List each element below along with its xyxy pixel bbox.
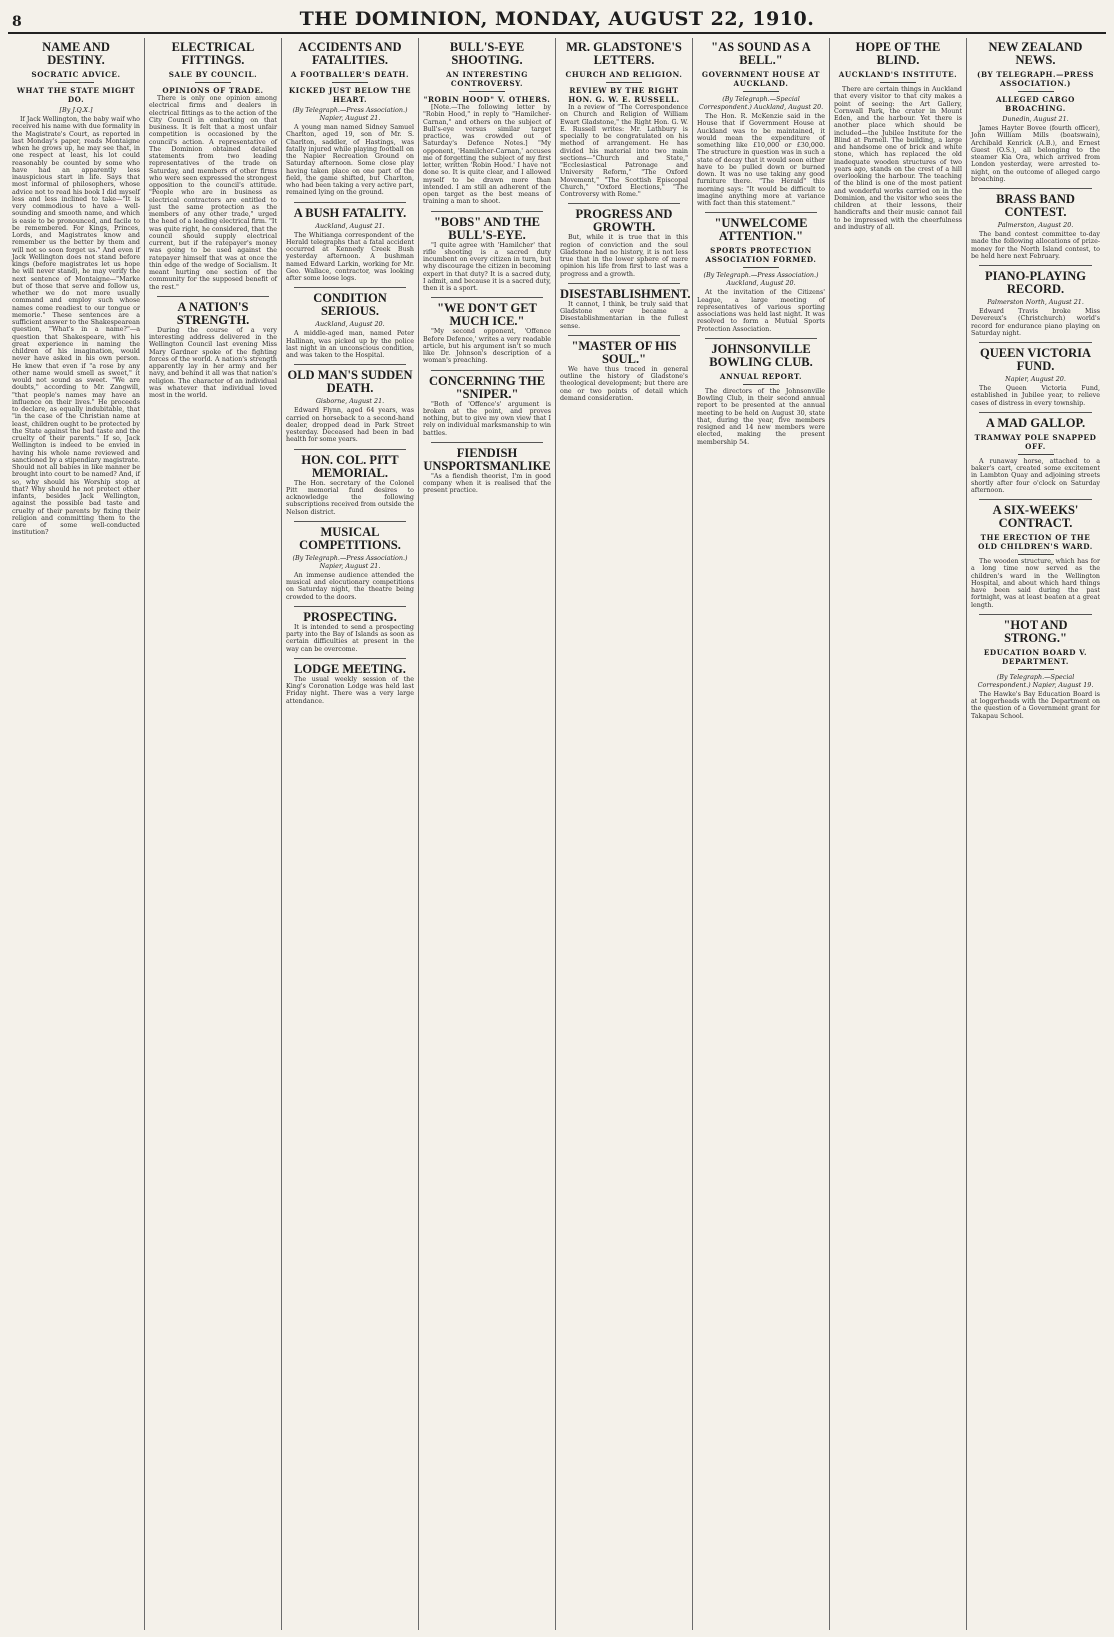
- article-headline: A NATION'S STRENGTH.: [176, 299, 250, 327]
- article-body: [Note.—The following letter by "Robin Hood," in reply to "Hamilcher-Carnan," and others on the subject of Bull's-eye versus similar target practice, was crowded out of Saturday's Defence Notes.] "My opponent, 'Hamilcher-Carnan,' accuses me of forgetting the subject of my first letter, written 'Robin Hood.' I have not done so. It is quite clear, and I allowed myself to be drawn more than intended. I am still an adherent of the open target as the best means of training a man to shoot.: [423, 104, 551, 206]
- article-divider: [294, 202, 406, 203]
- article: [286, 287, 414, 359]
- rule: [743, 384, 779, 385]
- article-headline: ACCIDENTS AND FATALITIES.: [298, 40, 402, 67]
- article-headline: QUEEN VICTORIA FUND.: [979, 346, 1092, 373]
- article: [286, 658, 414, 705]
- article-body: The usual weekly session of the King's Coronation Lodge was held last Friday night. There was a very large attendance.: [286, 675, 414, 705]
- article-subhead: AUCKLAND'S INSTITUTE.: [838, 70, 958, 79]
- rule: [469, 91, 505, 92]
- article-divider: [294, 606, 406, 607]
- article-body: If Jack Wellington, the baby waif who received his name with due formality in the Magistrate's Court, as reported in last Monday's paper, reads Montaigne when he grows up, he may see that, in one respect at least, his lot could reasonably be counted by some who have had an apparently less inauspicious start in life. Says that most informal of philosophers, whose advice not to read his book I did myself less and less inclined to take—"It is very commodious to have a well-sounding and smooth name, and which is easie to be pronounced, and facile to be remembered. For Kings, Princes, Lords, and Magistrates know and remember us the better by them and will not so soon forget us." And even if Jack Wellington does not stand before kings (before magistrates let us hope he will never stand), he may verify the next sentence of Montaigne—"Marke but of those that serve and follow us, whether we do not more usually command and employ such whose names come readiest to our tongue or memorie." These sentences are a sufficient answer to the Shakespearean question, "What's in a name?"—a question that Shakespeare, with his great experience in naming the children of his imagination, would never have asked in his own person. He knew that even if "a rose by any other name would smell as sweet," it would not sound as sweet. "We are doubts," according to Mr. Zangwill, "that people's names may have an influence on their lives." He proceeds to declare, as equally indubitable, that "in the case of the Christian name at least, children ought to be protected by the State against the bad taste and the cruelty of their parents." If so, Jack Wellington is indeed to be envied in having his whole name reviewed and sanctioned by a stipendiary magistrate. Should not all babies in like manner be brought into court to be named? And, if so, why should his Worship stop at that? Why should he not protect other infants, besides Jack Wellington, against the possible bad taste and cruelty of their parents by fixing their religion and committing them to the care of some well-conducted institution?: [12, 116, 140, 537]
- column-4: [419, 38, 556, 1630]
- article-subhead: (BY TELEGRAPH.—PRESS ASSOCIATION.): [977, 70, 1094, 88]
- article-divider: [979, 188, 1092, 189]
- article-body: The Whitianga correspondent of the Herald telegraphs that a fatal accident occurred at Kennedy Creek Bush yesterday afternoon. A bushman named Edward Larkin, working for Mr. Geo. Wallace, contractor, was looking after some loose logs.: [286, 231, 414, 282]
- article-headline: PROSPECTING.: [303, 609, 397, 624]
- article-headline: "MASTER OF HIS SOUL.": [571, 338, 677, 366]
- article-headline: "HOT AND STRONG.": [1003, 617, 1068, 645]
- article-dateline: Napier, August 20.: [1005, 375, 1066, 383]
- article-headline: OLD MAN'S SUDDEN DEATH.: [287, 368, 413, 396]
- article: [286, 364, 414, 443]
- article-divider: [568, 335, 680, 336]
- article-divider: [294, 364, 406, 365]
- column-7: [830, 38, 967, 1630]
- article-headline: A SIX-WEEKS' CONTRACT.: [992, 503, 1079, 530]
- article-dateline: (By Telegraph.—Press Association.) Auckland, August 20.: [703, 271, 819, 288]
- rule: [1018, 454, 1054, 455]
- rule: [58, 82, 94, 83]
- article: [286, 606, 414, 653]
- article-divider: [157, 296, 269, 297]
- article: [423, 41, 551, 206]
- column-5: [556, 38, 693, 1630]
- article-body: But, while it is true that in this region of conviction and the soul Gladstone had no history, it is not less true that in the lower sphere of mere opinion his life from first to last was a progress and a growth.: [560, 234, 688, 278]
- article-subhead: SOCRATIC ADVICE.: [31, 70, 121, 79]
- rule: [743, 267, 779, 268]
- newspaper-columns: [8, 38, 1106, 1630]
- article-subhead: EDUCATION BOARD V. DEPARTMENT.: [983, 647, 1088, 666]
- article-headline: BRASS BAND CONTEST.: [996, 192, 1075, 219]
- rule: [606, 82, 642, 83]
- article-dateline: Gisborne, August 21.: [315, 397, 385, 406]
- article-headline: NAME AND DESTINY.: [42, 40, 110, 67]
- article-dateline: [By J.Q.X.]: [59, 106, 93, 114]
- article-dateline: Dunedin, August 21.: [1002, 115, 1069, 123]
- article-body: "I quite agree with 'Hamilcher' that rifle shooting is a sacred duty incumbent on every citizen in turn, but why discourage the citizen in becoming expert in that duty? It is a sacred duty, I admit, and because it is a sacred duty, then it is a sport.: [423, 241, 551, 292]
- article: [149, 41, 277, 291]
- article-body: The band contest committee to-day made the following allocations of prize-money for the North Island contest, to be held here next February.: [971, 231, 1100, 260]
- article-dateline: Palmerston, August 20.: [997, 221, 1074, 229]
- article: [286, 41, 414, 197]
- article-subhead-secondary: REVIEW BY THE RIGHT HON. G. W. E. RUSSELL.: [568, 86, 680, 104]
- article-subhead: THE ERECTION OF THE OLD CHILDREN'S WARD.: [978, 533, 1093, 551]
- article-body: "As a fiendish theorist, I'm in good company when it is realised that the present practice.: [423, 472, 551, 495]
- article-body: The Hon. secretary of the Colonel Pitt memorial fund desires to acknowledge the following subscriptions received from outside the Nelson district.: [286, 479, 414, 516]
- article: [560, 41, 688, 198]
- column-8: [967, 38, 1104, 1630]
- article-body: The wooden structure, which has for a long time now served as the children's ward in the Wellington Hospital, and about which hard things have been said during the past fortnight, was at least beaten at a great length.: [971, 558, 1100, 609]
- article-divider: [705, 338, 817, 339]
- article: [971, 412, 1100, 494]
- article-body: Edward Travis broke Miss Devereux's (Christchurch) world's record for endurance piano playing on Saturday night.: [971, 308, 1100, 337]
- article-body: In a review of "The Correspondence on Church and Religion of William Ewart Gladstone," the Right Hon. G. W. E. Russell writes: Mr. Lathbury is specially to be congratulated on his method of arrangement. He has divided his material into two main sections—"Church and State," "Ecclesiastical Patronage and University Reform," "The Oxford Movement," "The Scottish Episcopal Church," "Oxford Elections," "The Controversy with Rome.": [560, 104, 688, 198]
- article-subhead-secondary: ALLEGED CARGO BROACHING.: [996, 95, 1075, 113]
- article-divider: [979, 614, 1092, 615]
- rule: [195, 82, 231, 83]
- newspaper-title: THE DOMINION, MONDAY, AUGUST 22, 1910.: [299, 8, 815, 30]
- article: [971, 499, 1100, 609]
- article: [560, 283, 691, 330]
- article-divider: [568, 203, 680, 204]
- rule: [1018, 554, 1054, 555]
- article-body: A middle-aged man, named Peter Hallinan, was picked up by the police last night in an unconscious condition, and was taken to the Hospital.: [286, 330, 414, 359]
- article: [286, 521, 414, 601]
- article-body: We have thus traced in general outline the history of Gladstone's theological development; but there are one or two points of detail which demand consideration.: [560, 365, 688, 402]
- column-3: [282, 38, 419, 1630]
- article: [12, 41, 140, 537]
- article-subhead: SPORTS PROTECTION ASSOCIATION FORMED.: [705, 246, 817, 265]
- article-headline: BULL'S-EYE SHOOTING.: [449, 40, 525, 67]
- article-headline: CONCERNING THE "SNIPER.": [428, 373, 546, 401]
- article: [971, 265, 1100, 337]
- article-headline: DISESTABLISHMENT.: [560, 286, 691, 301]
- article-divider: [431, 211, 543, 212]
- article: [971, 614, 1100, 720]
- article: [423, 442, 551, 495]
- article-body: "Both of 'Offence's' argument is broken at the point, and proves nothing, but to give my own view that I rely on individual marksmanship to win battles.: [423, 400, 551, 437]
- article: [560, 203, 688, 278]
- article: [423, 211, 551, 293]
- article: [697, 41, 825, 207]
- article-subhead: A FOOTBALLER'S DEATH.: [290, 70, 410, 79]
- article-headline: "UNWELCOME ATTENTION.": [714, 216, 808, 244]
- article-body: A young man named Sidney Samuel Charlton, aged 19, son of Mr. S. Charlton, saddler, of Hastings, was fatally injured while playing football on the Napier Recreation Ground on Saturday afternoon. Some close play having taken place on one part of the field, the game shifted, but Charlton, who had been taking a very active part, remained lying on the ground.: [286, 124, 414, 197]
- article-divider: [431, 370, 543, 371]
- rule: [332, 82, 368, 83]
- article: [697, 338, 825, 446]
- article-body: At the invitation of the Citizens' League, a large meeting of representatives of various sporting associations was held last night. It was resolved to form a Mutual Sports Protection Association.: [697, 289, 825, 333]
- article-headline: LODGE MEETING.: [294, 661, 406, 676]
- article-divider: [705, 212, 817, 213]
- article-body: The Hon. R. McKenzie said in the House that if Government House at Auckland was to be maintained, it would mean the expenditure of something like £10,000 or £30,000. The structure in question was in such a state of decay that it would soon either have to be pulled down or burned down. It was no use taking any good furniture there. "The Herald" this morning says: "It would be difficult to imagine anything more at variance with fact than this statement.": [697, 113, 825, 207]
- article-dateline: (By Telegraph.—Press Association.) Napier, August 21.: [292, 106, 408, 122]
- article-divider: [979, 412, 1092, 413]
- article-headline: JOHNSONVILLE BOWLING CLUB.: [709, 341, 813, 369]
- article-body: There is only one opinion among electrical firms and dealers in electrical fittings as to the action of the City Council in embarking on that business. It is felt that a most unfair competition is occasioned by the council's action. A representative of The Dominion obtained detailed statements from two leading representatives of the trade on Saturday, and members of other firms who were seen expressed the strongest opposition to the council's attitude. "People who are in business as electrical contractors are entitled to just the same protection as the members of any other trade," urged the head of a leading electrical firm. "It was quite right, he considered, that the council should supply electrical current, but if the ratepayer's money was going to be used against the ratepayer himself that was at once the thin edge of the wedge of Socialism. It meant hurting one section of the community for the supposed benefit of the rest.": [149, 95, 277, 291]
- page-number: 8: [12, 14, 22, 30]
- article-body: James Hayter Bovee (fourth officer), John William Mills (boatswain), Archibald Kenrick (A.B.), and Ernest Guest (O.S.), all belonging to the steamer Kia Ora, which arrived from London yesterday, were arrested to-night, on the outcome of alleged cargo broaching.: [971, 125, 1100, 183]
- article-subhead: CHURCH AND RELIGION.: [565, 70, 683, 79]
- article-headline: HON. COL. PITT MEMORIAL.: [301, 452, 399, 480]
- article-headline: A MAD GALLOP.: [985, 415, 1086, 430]
- article-headline: ELECTRICAL FITTINGS.: [171, 40, 255, 67]
- article-divider: [294, 521, 406, 522]
- article-dateline: (By Telegraph.—Special Correspondent.) Napier, August 19.: [977, 672, 1094, 689]
- article-dateline: Auckland, August 20.: [315, 320, 385, 329]
- article-divider: [294, 658, 406, 659]
- article-dateline: (By Telegraph.—Press Association.) Napier, August 21.: [292, 553, 408, 570]
- article-headline: PIANO-PLAYING RECORD.: [985, 269, 1086, 296]
- article-divider: [979, 342, 1092, 343]
- article-subhead: TRAMWAY POLE SNAPPED OFF.: [974, 432, 1097, 451]
- article-body: During the course of a very interesting address delivered in the Wellington Council last evening Miss Mary Gardner spoke of the fighting forces of the world. A nation's strength apparently lay in her army and her navy, and behind it all was that nation's religion. The character of an individual was whatever that individual loved most in the world.: [149, 326, 277, 399]
- rule: [1018, 669, 1054, 670]
- article-headline: "BOBS" AND THE BULL'S-EYE.: [433, 214, 541, 242]
- rule: [1018, 91, 1054, 92]
- column-1: [8, 38, 145, 1630]
- article-headline: PROGRESS AND GROWTH.: [575, 207, 673, 235]
- article-headline: NEW ZEALAND NEWS.: [988, 40, 1083, 67]
- article-body: It cannot, I think, be truly said that Gladstone ever became a Disestablishmentarian in the fullest sense.: [560, 300, 688, 330]
- article-headline: "AS SOUND AS A BELL.": [711, 40, 811, 67]
- article-body: Edward Flynn, aged 64 years, was carried on horseback to a second-hand dealer, dropped dead in Park Street yesterday. Deceased had been in bad health for some years.: [286, 407, 414, 444]
- article-subhead: GOVERNMENT HOUSE AT AUCKLAND.: [701, 70, 821, 88]
- article-headline: A BUSH FATALITY.: [293, 205, 407, 220]
- article: [560, 335, 688, 402]
- article-body: "My second opponent, 'Offence Before Defence,' writes a very readable article, but his argument isn't so much like Dr. Johnson's description of a woman's preaching.: [423, 328, 551, 365]
- article-subhead: SALE BY COUNCIL.: [168, 70, 258, 79]
- article-subhead-secondary: "ROBIN HOOD" V. OTHERS.: [423, 95, 551, 104]
- article: [149, 296, 277, 400]
- rule: [880, 82, 916, 83]
- article-dateline: (By Telegraph.—Special Correspondent.) Auckland, August 20.: [698, 95, 824, 111]
- column-2: [145, 38, 282, 1630]
- article-divider: [431, 442, 543, 443]
- article-divider: [568, 283, 680, 284]
- article-body: The directors of the Johnsonville Bowling Club, in their second annual report to be presented at the annual meeting to be held on August 30, state that, during the year, five members resigned and 14 new members were elected, making the present membership 54.: [697, 387, 825, 446]
- article-dateline: Auckland, August 21.: [315, 221, 385, 230]
- article: [971, 188, 1100, 260]
- article-body: There are certain things in Auckland that every visitor to that city makes a point of seeing: the Art Gallery, Cornwall Park, the crater in Mount Eden, and the harbour. Yet there is another place which should be included—the Jubilee Institute for the Blind at Parnell. The building, a large and handsome one of brick and white stone, which has replaced the old inadequate wooden structures of two years ago, stands on the crest of a hill overlooking the harbour. The teaching of the blind is one of the most patient and wonderful works carried on in the Dominion, and the visitor who sees the children at their lessons, their handicrafts and their music cannot fail to be impressed with the cheerfulness and industry of all.: [834, 86, 962, 231]
- article-subhead-secondary: WHAT THE STATE MIGHT DO.: [16, 86, 136, 104]
- article-body: The Queen Victoria Fund, established in Jubilee year, to relieve cases of distress in every township.: [971, 385, 1100, 407]
- article-divider: [979, 499, 1092, 500]
- article-body: A runaway horse, attached to a baker's cart, created some excitement in Lambton Quay and adjoining streets shortly after four o'clock on Saturday afternoon.: [971, 457, 1100, 494]
- article-headline: MR. GLADSTONE'S LETTERS.: [566, 40, 682, 67]
- column-6: [693, 38, 830, 1630]
- article-headline: "WE DON'T GET MUCH ICE.": [437, 301, 537, 329]
- article: [834, 41, 962, 231]
- article: [286, 449, 414, 516]
- article-headline: HOPE OF THE BLIND.: [855, 40, 941, 67]
- article: [697, 212, 825, 333]
- article-divider: [979, 265, 1092, 266]
- article: [423, 297, 551, 364]
- article-divider: [294, 449, 406, 450]
- article-dateline: Palmerston North, August 21.: [987, 298, 1084, 306]
- article-subhead: AN INTERESTING CONTROVERSY.: [446, 70, 528, 88]
- article-body: The Hawke's Bay Education Board is at loggerheads with the Department on the question of a Government grant for Takapau School.: [971, 690, 1100, 720]
- article-headline: MUSICAL COMPETITIONS.: [299, 524, 401, 552]
- article: [423, 370, 551, 437]
- article-divider: [431, 297, 543, 298]
- rule: [743, 91, 779, 92]
- article-divider: [294, 287, 406, 288]
- article: [971, 342, 1100, 407]
- article-headline: FIENDISH UNSPORTSMANLIKE: [423, 445, 551, 473]
- article-subhead-secondary: OPINIONS OF TRADE.: [162, 86, 264, 95]
- article-subhead-secondary: KICKED JUST BELOW THE HEART.: [288, 86, 412, 104]
- article-headline: CONDITION SERIOUS.: [313, 291, 387, 319]
- article: [971, 41, 1100, 183]
- article: [286, 202, 414, 283]
- article-body: It is intended to send a prospecting party into the Bay of Islands as soon as certain difficulties at present in the way can be overcome.: [286, 623, 414, 653]
- masthead: [8, 8, 1106, 34]
- article-body: An immense audience attended the musical and elocutionary competitions on Saturday night, the theatre being crowded to the doors.: [286, 571, 414, 601]
- article-subhead: ANNUAL REPORT.: [719, 371, 803, 381]
